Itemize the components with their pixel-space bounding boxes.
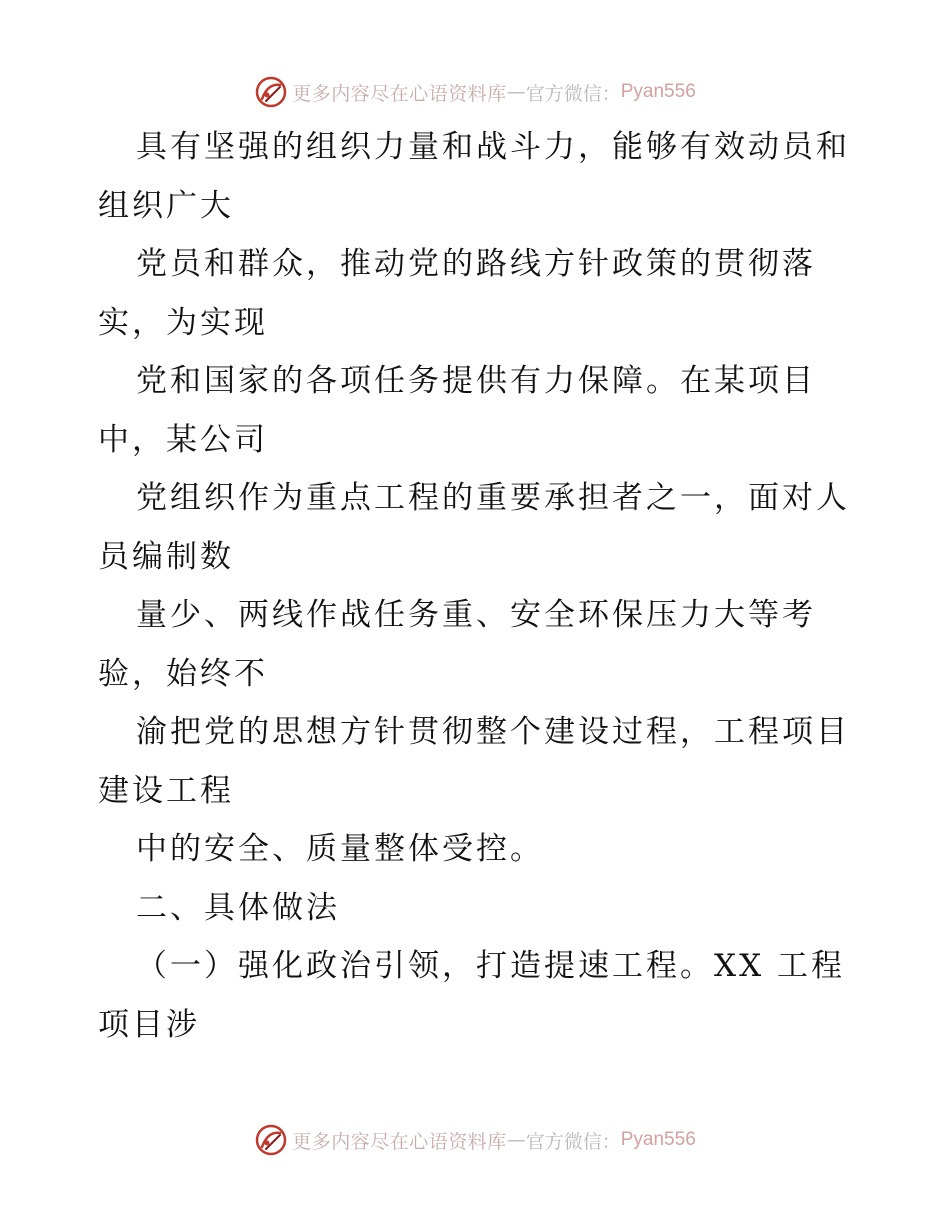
header-wechat-id: Pyan556 [620,81,696,102]
body-line: 中，某公司 [98,421,268,458]
footer-wechat-label: 官方微信： [525,1130,621,1153]
body-line: 党组织作为重点工程的重要承担者之一，面对人 [136,480,850,516]
footer-dash: — [506,1129,526,1151]
body-line: 党员和群众，推动党的路线方针政策的贯彻落 [136,246,816,282]
header-watermark [0,72,950,112]
header-dash: — [506,81,526,103]
body-line: 中的安全、质量整体受控。 [136,831,544,867]
body-line: 渝把党的思想方针贯彻整个建设过程，工程项目 [136,714,850,750]
header-wechat-label: 官方微信： [525,82,621,105]
header-site-text: 更多内容尽在心语资料库 [292,82,507,105]
footer-watermark [0,1120,950,1160]
body-line: 实，为实现 [98,304,268,341]
body-line: 项目涉 [98,1006,200,1043]
footer-site-text: 更多内容尽在心语资料库 [292,1130,507,1153]
section-heading: 二、具体做法 [136,889,340,926]
document-body [98,118,858,1054]
pen-seal-logo-icon [254,1123,288,1157]
body-line: 组织广大 [98,187,234,224]
body-line: 党和国家的各项任务提供有力保障。在某项目 [136,363,816,399]
body-line: 量少、两线作战任务重、安全环保压力大等考 [136,597,816,633]
pen-seal-logo-icon [254,75,288,109]
body-line: 建设工程 [98,772,234,809]
body-line: （一）强化政治引领，打造提速工程。XX 工程 [136,948,845,984]
body-line: 具有坚强的组织力量和战斗力，能够有效动员和 [136,129,850,165]
footer-wechat-id: Pyan556 [620,1129,696,1150]
body-line: 员编制数 [98,538,234,575]
body-line: 验，始终不 [98,655,268,692]
